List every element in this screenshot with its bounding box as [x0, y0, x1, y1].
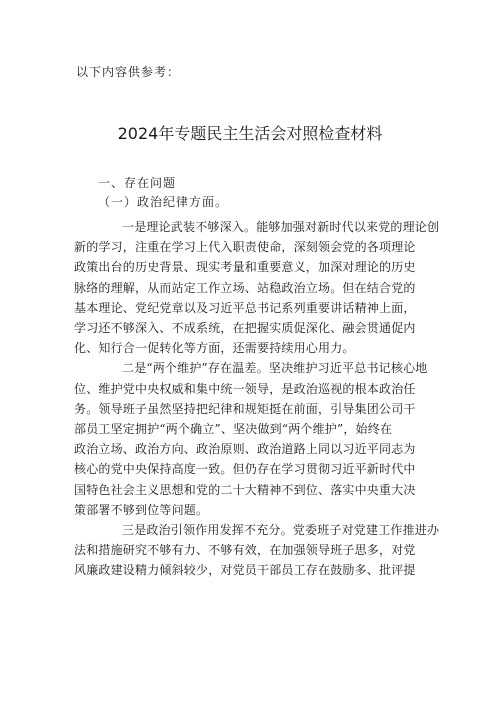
document-title: 2024年专题民主生活会对照检查材料 — [117, 124, 383, 143]
body-text — [74, 217, 444, 581]
paragraph-1 — [74, 217, 444, 358]
paragraph-line: 核心的党中央保持高度一致。但仍存在学习贯彻习近平新时代中 — [74, 462, 416, 477]
paragraph-line: 三是政治引领作用发挥不充分。党委班子对党建工作推进办 — [122, 523, 440, 538]
paragraph-line: 策部署不够到位等问题。 — [74, 502, 209, 517]
paragraph-line: 基本理论、党纪党章以及习近平总书记系列重要讲话精神上面， — [74, 300, 416, 315]
paragraph-line: 风廉政建设精力倾斜较少，对党员干部员工存在鼓励多、批评提 — [74, 563, 416, 578]
paragraph-3 — [74, 520, 444, 581]
intro-note: 以下内容供参考： — [76, 65, 181, 79]
paragraph-line: 学习还不够深入、不成系统，在把握实质促深化、融会贯通促内 — [74, 321, 416, 336]
paragraph-line: 政治立场、政治方向、政治原则、政治道路上同以习近平同志为 — [74, 442, 416, 457]
paragraph-line: 二是“两个维护”存在温差。坚决维护习近平总书记核心地 — [122, 361, 428, 376]
section-heading: 一、存在问题 — [98, 176, 177, 190]
paragraph-line: 脉络的理解，从而站定工作立场、站稳政治立场。但在结合党的 — [74, 280, 416, 295]
paragraph-line: 一是理论武装不够深入。能够加强对新时代以来党的理论创 — [122, 220, 440, 234]
paragraph-line: 新的学习，注重在学习上代入职责使命，深刻领会党的各项理论 — [74, 240, 416, 255]
paragraph-line: 化、知行合一促转化等方面，还需要持续用心用力。 — [74, 341, 355, 356]
paragraph-2 — [74, 358, 444, 520]
paragraph-line: 国特色社会主义思想和党的二十大精神不到位、落实中央重大决 — [74, 482, 416, 497]
subsection-heading: （一）政治纪律方面。 — [98, 195, 229, 209]
paragraph-line: 位、维护党中央权威和集中统一领导，是政治巡视的根本政治任 — [74, 381, 416, 396]
paragraph-line: 务。领导班子虽然坚持把纪律和规矩挺在前面，引导集团公司干 — [74, 401, 416, 416]
paragraph-line: 法和措施研究不够有力、不够有效，在加强领导班子思多，对党 — [74, 543, 416, 558]
paragraph-line: 政策出台的历史背景、现实考量和重要意义，加深对理论的历史 — [74, 260, 416, 275]
paragraph-line: 部员工坚定拥护“两个确立”、坚决做到“两个维护”，始终在 — [74, 422, 393, 437]
